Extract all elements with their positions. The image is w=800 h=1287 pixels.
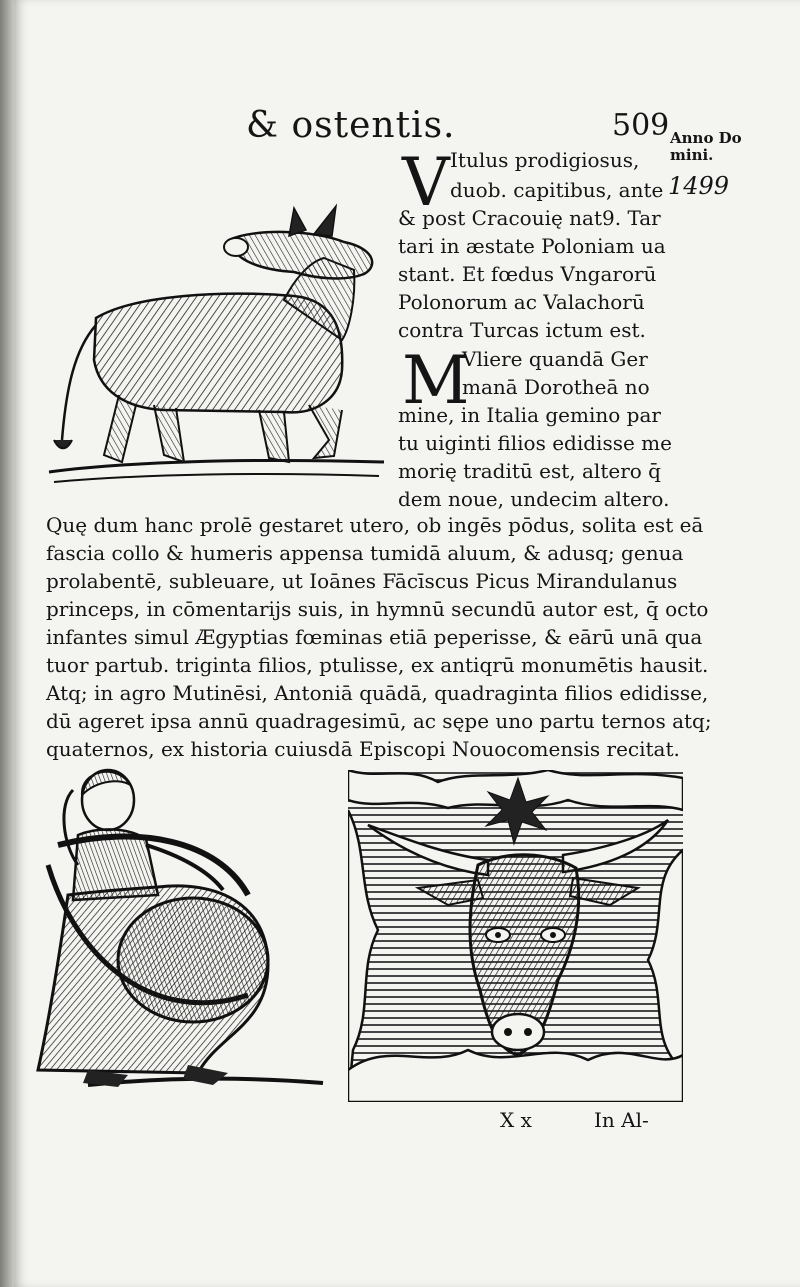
text-line: Vliere quandā Ger — [462, 347, 648, 371]
text-line: tuor partub. triginta filios, ptulisse, ex antiqrū monumētis hausit. — [46, 653, 709, 677]
running-title: & ostentis. — [246, 105, 456, 146]
year-label-line1: Anno Do — [670, 129, 742, 147]
text-line: Quę dum hanc prolē gestaret utero, ob ingēs pōdus, solita est eā — [46, 513, 704, 537]
calf-woodcut — [44, 200, 390, 490]
text-line: mine, in Italia gemino par — [398, 403, 661, 427]
text-line: Atq; in agro Mutinēsi, Antoniā quādā, quadraginta filios edidisse, — [46, 681, 709, 705]
signature-mark: X x — [500, 1108, 532, 1132]
text-line: Itulus prodigiosus, — [450, 148, 640, 172]
book-gutter — [0, 0, 14, 1287]
catchword: In Al- — [594, 1108, 649, 1132]
text-line: infantes simul Ægyptias fœminas etiā peperisse, & eārū unā qua — [46, 625, 703, 649]
text-line: tu uiginti filios edidisse me — [398, 431, 672, 455]
text-line: dem noue, undecim altero. — [398, 487, 670, 511]
page-number: 509 — [612, 108, 670, 143]
bull-head-woodcut — [348, 770, 683, 1102]
text-line: manā Dorotheā no — [462, 375, 650, 399]
text-line: stant. Et fœdus Vngarorū — [398, 262, 657, 286]
year-margin-number: 1499 — [668, 172, 730, 200]
text-line: dū ageret ipsa annū quadragesimū, ac sępe uno partu ternos atq; — [46, 709, 712, 733]
text-line: morię traditū est, altero q̄ — [398, 459, 661, 483]
text-line: prolabentē, subleuare, ut Ioānes Fācīscus Picus Mirandulanus — [46, 569, 678, 593]
text-line: contra Turcas ictum est. — [398, 318, 646, 342]
woman-woodcut — [18, 765, 328, 1105]
text-line: Polonorum ac Valachorū — [398, 290, 645, 314]
text-line: & post Cracouię nat9. Tar — [398, 206, 661, 230]
drop-cap-v: V — [402, 144, 450, 221]
text-line: duob. capitibus, ante — [450, 178, 664, 202]
text-line: quaternos, ex historia cuiusdā Episcopi Nouocomensis recitat. — [46, 737, 680, 761]
text-line: fascia collo & humeris appensa tumidā aluum, & adusq; genua — [46, 541, 684, 565]
year-label-line2: mini. — [670, 146, 714, 164]
drop-cap-m: M — [402, 342, 470, 419]
text-line: tari in æstate Poloniam ua — [398, 234, 666, 258]
year-margin-label — [670, 130, 800, 164]
text-line: princeps, in cōmentarijs suis, in hymnū secundū autor est, q̄ octo — [46, 597, 709, 621]
